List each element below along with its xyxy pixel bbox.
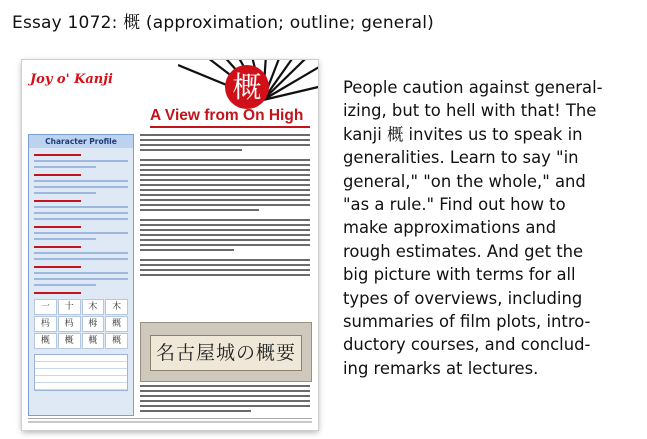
essay-thumbnail[interactable] <box>22 60 318 430</box>
description-line: "as a rule." Find out how to <box>343 195 566 215</box>
description-line: big picture with terms for all <box>343 265 576 285</box>
description-line: ing remarks at lectures. <box>343 358 539 378</box>
essay-heading: Essay 1072: 概 (approximation; outline; general) <box>12 13 435 33</box>
character-profile-sidebar <box>28 134 134 416</box>
description-line: izing, but to hell with that! The <box>343 101 597 121</box>
stroke-order-grid: 一 十 木 木 杩 杩 栂 概 概 概 概 概 <box>34 299 128 349</box>
description-line: make approximations and <box>343 218 557 238</box>
description-line: types of overviews, including <box>343 288 583 308</box>
description-line: ductory courses, and conclud- <box>343 335 591 355</box>
title-rule <box>150 126 310 128</box>
castle-sign-text: 名古屋城の概要 <box>150 335 302 371</box>
essay-body-text <box>140 134 310 279</box>
description-line: rough estimates. And get the <box>343 241 584 261</box>
joy-o-kanji-logo: Joy o' Kanji <box>30 72 113 87</box>
description-line: general," "on the whole," and <box>343 171 586 191</box>
description-line: People caution against general- <box>343 78 603 97</box>
footer-text <box>28 421 312 423</box>
sidebar-title: Character Profile <box>29 135 133 148</box>
kanji-badge: 概 <box>225 65 269 109</box>
stats-table <box>34 354 128 391</box>
castle-sign-photo <box>140 322 312 382</box>
essay-description <box>343 76 635 380</box>
essay-title: A View from On High <box>150 107 304 124</box>
description-line: kanji 概 invites us to speak in <box>343 124 583 144</box>
description-line: summaries of film plots, intro- <box>343 312 591 332</box>
footer-rule <box>28 418 312 419</box>
description-line: generalities. Learn to say "in <box>343 148 579 168</box>
photo-caption-text <box>140 385 310 415</box>
